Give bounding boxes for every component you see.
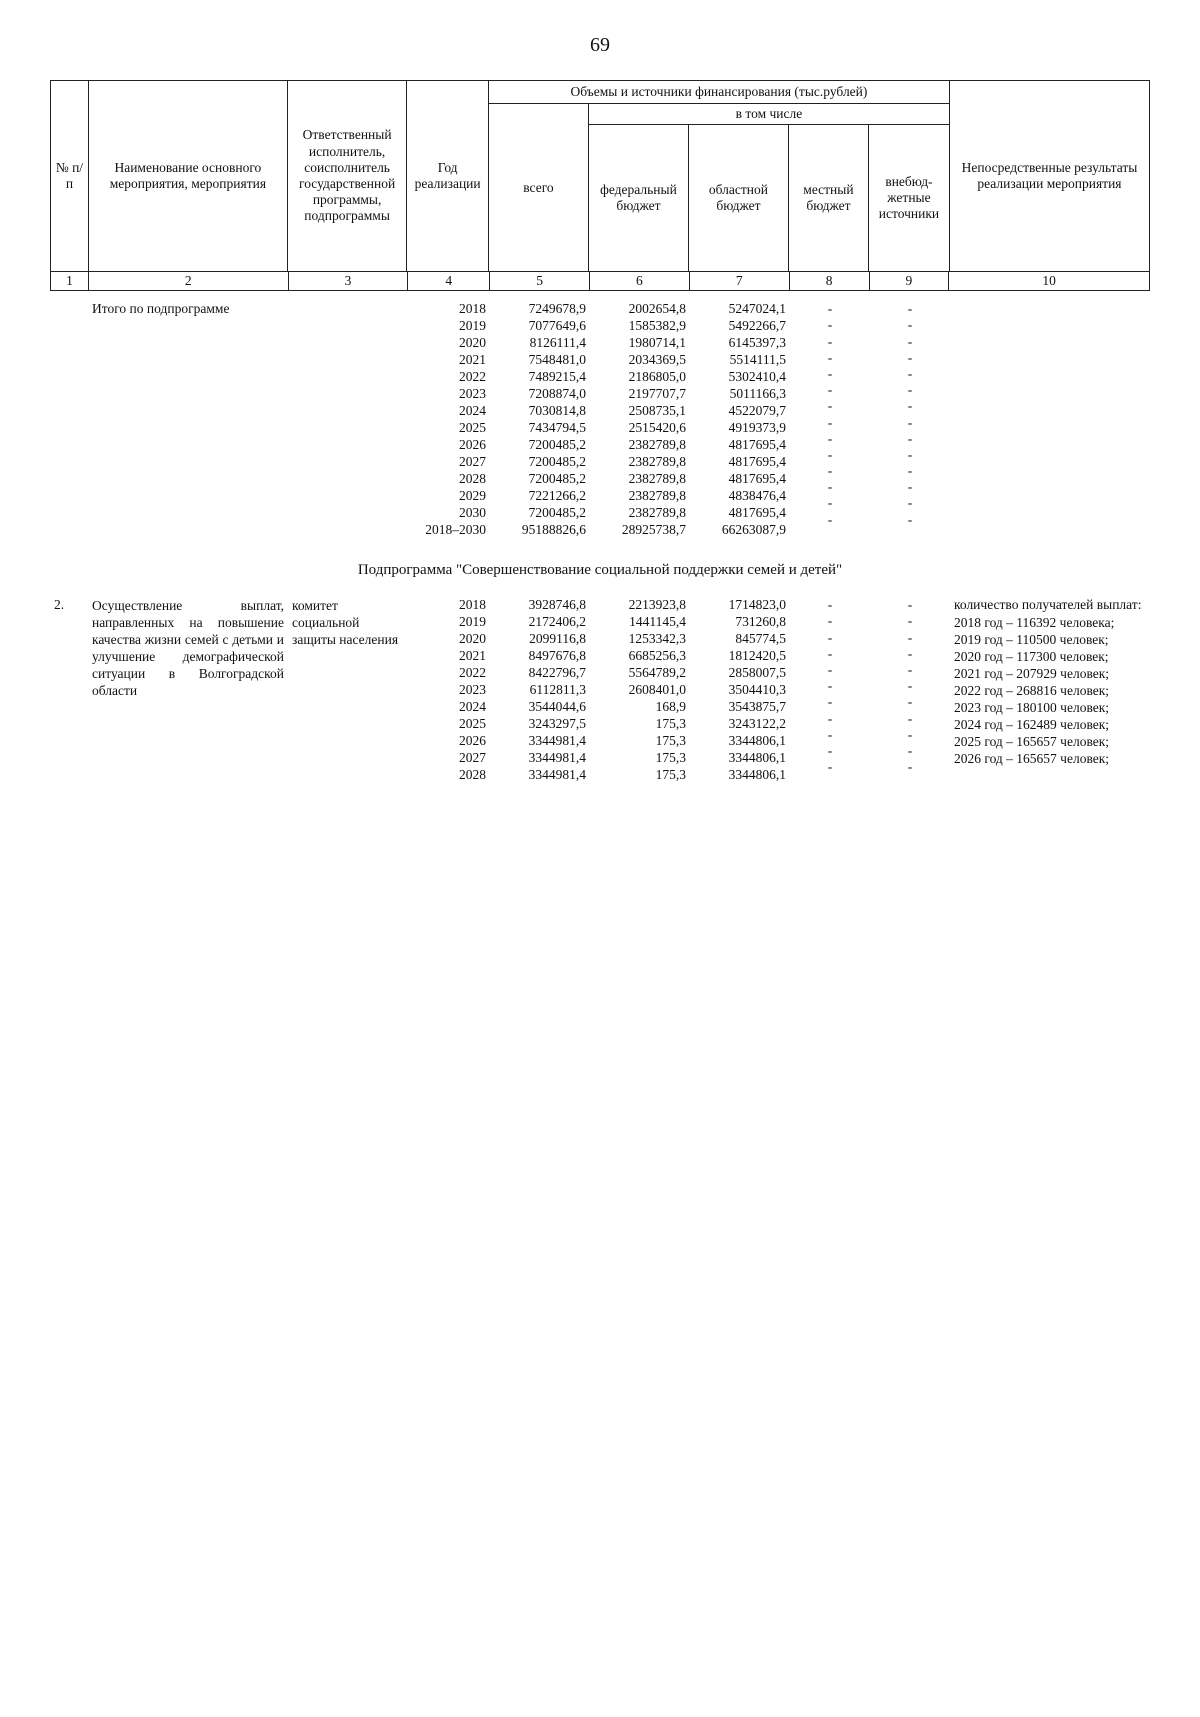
result-line: 2021 год – 207929 человек; [954, 666, 1110, 682]
offbudget-cell: - [907, 726, 913, 742]
offbudget-cell: - [907, 317, 913, 333]
subprogram-title: Подпрограмма "Совершенствование социальной поддержки семей и детей" [357, 562, 843, 579]
federal-cell: 2515420,6 [628, 420, 686, 436]
federal-cell: 2186805,0 [628, 369, 686, 385]
offbudget-cell: - [907, 742, 913, 758]
offbudget-cell: - [907, 710, 913, 726]
federal-cell: 1253342,3 [628, 631, 686, 647]
amount-cell: 8126111,4 [529, 335, 586, 351]
year-cell: 2022 [459, 369, 486, 385]
federal-cell: 2382789,8 [628, 454, 686, 470]
local-cell: - [827, 742, 833, 758]
year-cell: 2028 [459, 471, 486, 487]
regional-cell: 4817695,4 [728, 437, 786, 453]
local-cell: - [827, 645, 833, 661]
regional-cell: 5011166,3 [729, 386, 786, 402]
amount-cell: 7489215,4 [528, 369, 586, 385]
local-cell: - [827, 511, 833, 527]
regional-cell: 3543875,7 [728, 699, 786, 715]
header-result: Непосредственные результаты реализации мероприятия [961, 159, 1138, 191]
header-year: Год реализации [407, 81, 489, 271]
local-cell: - [827, 301, 833, 317]
federal-cell: 6685256,3 [628, 648, 686, 664]
federal-cell: 175,3 [655, 716, 686, 732]
local-cell: - [827, 694, 833, 710]
regional-cell: 66263087,9 [721, 522, 786, 538]
local-cell: - [827, 365, 833, 381]
year-cell: 2024 [459, 403, 486, 419]
federal-cell: 2382789,8 [628, 488, 686, 504]
year-cell: 2021 [459, 352, 486, 368]
offbudget-cell: - [907, 446, 913, 462]
item-regional [690, 597, 790, 784]
year-cell: 2020 [459, 631, 486, 647]
result-line: 2019 год – 110500 человек; [954, 632, 1109, 648]
regional-cell: 5514111,5 [729, 352, 786, 368]
amount-cell: 2172406,2 [528, 614, 586, 630]
item-years [408, 597, 490, 784]
offbudget-cell: - [907, 645, 913, 661]
regional-cell: 6145397,3 [728, 335, 786, 351]
amount-cell: 3928746,8 [528, 597, 586, 613]
local-cell: - [827, 349, 833, 365]
federal-cell: 1980714,1 [628, 335, 686, 351]
local-cell: - [827, 333, 833, 349]
year-cell: 2027 [459, 454, 486, 470]
item-offbudget [870, 597, 950, 784]
offbudget-cell: - [907, 597, 913, 613]
page-number: 69 [590, 34, 610, 56]
local-cell: - [827, 479, 833, 495]
regional-cell: 3344806,1 [728, 750, 786, 766]
offbudget-cell: - [907, 398, 913, 414]
federal-cell: 2508735,1 [628, 403, 686, 419]
offbudget-cell: - [907, 463, 913, 479]
amount-cell: 3544044,6 [528, 699, 586, 715]
total-offbudget [870, 301, 950, 539]
item-executor: комитет социальной защиты населения [292, 598, 399, 648]
year-cell: 2029 [459, 488, 486, 504]
amount-cell: 3344981,4 [528, 750, 586, 766]
result-line: 2020 год – 117300 человек; [954, 649, 1109, 665]
header-regional: областной бюджет [689, 125, 789, 271]
year-cell: 2023 [459, 682, 486, 698]
federal-cell: 2002654,8 [628, 301, 686, 317]
local-cell: - [827, 613, 833, 629]
year-cell: 2030 [459, 505, 486, 521]
item-2-row [50, 597, 1150, 784]
colnum: 1 [51, 272, 89, 290]
federal-cell: 2213923,8 [628, 597, 686, 613]
year-cell: 2028 [459, 767, 486, 783]
offbudget-cell: - [907, 678, 913, 694]
local-cell: - [827, 597, 833, 613]
federal-cell: 2382789,8 [628, 471, 686, 487]
header-total: всего [489, 104, 589, 271]
year-cell: 2022 [459, 665, 486, 681]
federal-cell: 1441145,4 [629, 614, 686, 630]
total-local [790, 301, 870, 539]
offbudget-cell: - [907, 495, 913, 511]
amount-cell: 7030814,8 [528, 403, 586, 419]
offbudget-cell: - [907, 511, 913, 527]
year-cell: 2018 [459, 597, 486, 613]
federal-cell: 2608401,0 [628, 682, 686, 698]
local-cell: - [827, 726, 833, 742]
header-funding: Объемы и источники финансирования (тыс.рублей) [489, 81, 949, 104]
regional-cell: 5492266,7 [728, 318, 786, 334]
colnum: 7 [690, 272, 790, 290]
amount-cell: 3344981,4 [528, 767, 586, 783]
colnum: 2 [89, 272, 289, 290]
year-cell: 2025 [459, 716, 486, 732]
item-amounts [490, 597, 590, 784]
regional-cell: 845774,5 [735, 631, 786, 647]
offbudget-cell: - [907, 629, 913, 645]
year-cell: 2023 [459, 386, 486, 402]
header-incl-group [589, 104, 949, 271]
colnum: 3 [289, 272, 409, 290]
amount-cell: 8497676,8 [528, 648, 586, 664]
amount-cell: 7208874,0 [528, 386, 586, 402]
amount-cell: 7077649,6 [528, 318, 586, 334]
year-cell: 2026 [459, 437, 486, 453]
local-cell: - [827, 495, 833, 511]
item-number: 2. [54, 597, 65, 613]
offbudget-cell: - [907, 349, 913, 365]
header-offbudget: внебюд- жетные источники [878, 173, 940, 222]
item-federal [590, 597, 690, 784]
regional-cell: 2858007,5 [728, 665, 786, 681]
header-name: Наименование основного мероприятия, мероприятия [89, 81, 288, 271]
header-number: № п/п [51, 81, 89, 271]
federal-cell: 1585382,9 [628, 318, 686, 334]
total-years [408, 301, 490, 539]
header-funding-group [489, 81, 950, 271]
offbudget-cell: - [907, 414, 913, 430]
offbudget-cell: - [907, 479, 913, 495]
local-cell: - [827, 710, 833, 726]
amount-cell: 7200485,2 [528, 505, 586, 521]
federal-cell: 168,9 [655, 699, 686, 715]
federal-cell: 2382789,8 [628, 505, 686, 521]
result-line: 2025 год – 165657 человек; [954, 734, 1110, 750]
year-cell: 2019 [459, 318, 486, 334]
year-cell: 2020 [459, 335, 486, 351]
amount-cell: 2099116,8 [529, 631, 586, 647]
amount-cell: 8422796,7 [528, 665, 586, 681]
offbudget-cell: - [907, 365, 913, 381]
regional-cell: 3243122,2 [728, 716, 786, 732]
header-executor: Ответственный исполнитель, соисполнитель государственной программы, подпрограммы [288, 81, 407, 271]
regional-cell: 5247024,1 [728, 301, 786, 317]
year-cell: 2025 [459, 420, 486, 436]
offbudget-cell: - [907, 613, 913, 629]
result-line: 2024 год – 162489 человек; [954, 717, 1110, 733]
year-cell: 2021 [459, 648, 486, 664]
year-cell: 2024 [459, 699, 486, 715]
item-local [790, 597, 870, 784]
amount-cell: 3243297,5 [528, 716, 586, 732]
colnum: 5 [490, 272, 590, 290]
result-line: 2018 год – 116392 человека; [954, 615, 1115, 631]
amount-cell: 3344981,4 [528, 733, 586, 749]
result-line: 2026 год – 165657 человек; [954, 751, 1110, 767]
federal-cell: 2034369,5 [628, 352, 686, 368]
local-cell: - [827, 430, 833, 446]
year-cell: 2019 [459, 614, 486, 630]
offbudget-cell: - [907, 301, 913, 317]
federal-cell: 2382789,8 [628, 437, 686, 453]
federal-cell: 175,3 [655, 750, 686, 766]
result-line: 2022 год – 268816 человек; [954, 683, 1110, 699]
amount-cell: 7200485,2 [528, 437, 586, 453]
total-label: Итого по подпрограмме [92, 301, 230, 317]
column-numbers-row [50, 271, 1150, 291]
header-local: местный бюджет [789, 125, 869, 271]
total-federal [590, 301, 690, 539]
local-cell: - [827, 446, 833, 462]
result-line: 2023 год – 180100 человек; [954, 700, 1110, 716]
regional-cell: 3344806,1 [728, 733, 786, 749]
federal-cell: 5564789,2 [628, 665, 686, 681]
year-cell: 2018–2030 [425, 522, 486, 538]
regional-cell: 5302410,4 [728, 369, 786, 385]
offbudget-cell: - [907, 661, 913, 677]
item-results-list [954, 615, 1146, 767]
local-cell: - [827, 463, 833, 479]
amount-cell: 7221266,2 [528, 488, 586, 504]
year-cell: 2027 [459, 750, 486, 766]
federal-cell: 175,3 [655, 767, 686, 783]
regional-cell: 4817695,4 [728, 505, 786, 521]
offbudget-cell: - [907, 382, 913, 398]
item-result [950, 597, 1150, 784]
item-name: Осуществление выплат, направленных на повышение качества жизни семей с детьми и улучшение демографической ситуации в Волгоградской области [92, 598, 284, 699]
colnum: 10 [1042, 273, 1056, 288]
local-cell: - [827, 759, 833, 775]
regional-cell: 4817695,4 [728, 471, 786, 487]
year-cell: 2018 [459, 301, 486, 317]
local-cell: - [827, 414, 833, 430]
regional-cell: 4838476,4 [728, 488, 786, 504]
colnum: 6 [590, 272, 690, 290]
total-amounts [490, 301, 590, 539]
local-cell: - [827, 317, 833, 333]
amount-cell: 7434794,5 [528, 420, 586, 436]
header-incl: в том числе [589, 104, 949, 125]
local-cell: - [827, 629, 833, 645]
regional-cell: 3504410,3 [728, 682, 786, 698]
regional-cell: 4817695,4 [728, 454, 786, 470]
amount-cell: 7200485,2 [528, 454, 586, 470]
header-federal: федеральный бюджет [589, 125, 689, 271]
total-regional [690, 301, 790, 539]
federal-cell: 175,3 [655, 733, 686, 749]
federal-cell: 28925738,7 [621, 522, 686, 538]
colnum: 4 [408, 272, 490, 290]
local-cell: - [827, 661, 833, 677]
item-result-head: количество получателей выплат: [954, 597, 1142, 613]
amount-cell: 7548481,0 [528, 352, 586, 368]
amount-cell: 7200485,2 [528, 471, 586, 487]
local-cell: - [827, 398, 833, 414]
offbudget-cell: - [907, 430, 913, 446]
colnum: 9 [870, 272, 950, 290]
regional-cell: 1812420,5 [728, 648, 786, 664]
federal-cell: 2197707,7 [628, 386, 686, 402]
regional-cell: 1714823,0 [728, 597, 786, 613]
offbudget-cell: - [907, 759, 913, 775]
regional-cell: 4919373,9 [728, 420, 786, 436]
local-cell: - [827, 382, 833, 398]
regional-cell: 4522079,7 [728, 403, 786, 419]
colnum: 8 [790, 272, 870, 290]
amount-cell: 95188826,6 [521, 522, 586, 538]
amount-cell: 6112811,3 [529, 682, 586, 698]
year-cell: 2026 [459, 733, 486, 749]
offbudget-cell: - [907, 333, 913, 349]
subprogram-total-row [50, 301, 1150, 539]
regional-cell: 3344806,1 [728, 767, 786, 783]
regional-cell: 731260,8 [735, 614, 786, 630]
offbudget-cell: - [907, 694, 913, 710]
local-cell: - [827, 678, 833, 694]
table-header [50, 80, 1150, 291]
amount-cell: 7249678,9 [528, 301, 586, 317]
financing-table [50, 80, 1150, 784]
